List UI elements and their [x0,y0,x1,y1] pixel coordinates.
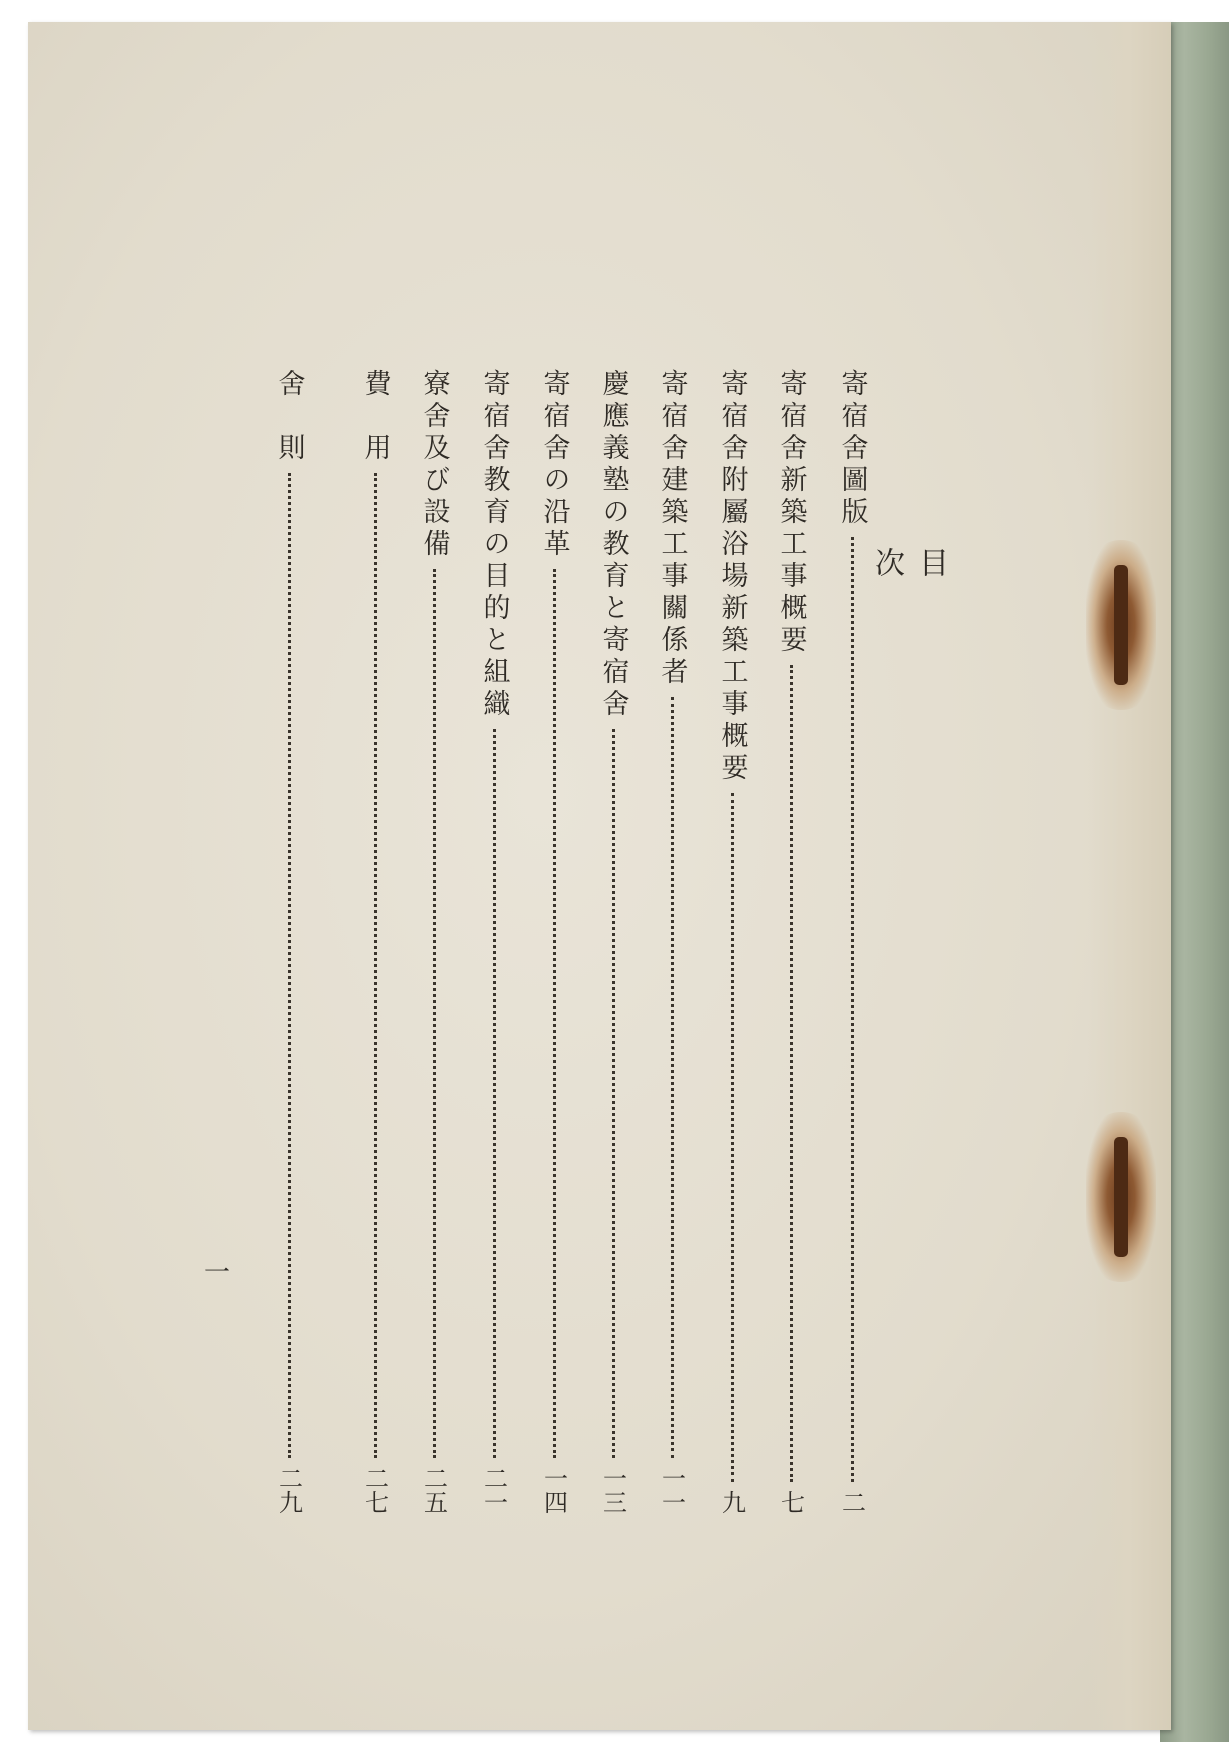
dot-leader [612,729,615,1458]
dot-leader [374,473,377,1458]
toc-title: 目 次 [869,547,948,747]
toc-entry-page: 一三 [598,1466,627,1514]
toc-entry-title: 寄宿舍の沿革 [538,369,570,561]
page-number: 一 [204,1258,231,1288]
toc-entry [536,369,572,1514]
toc-entry [476,369,512,1514]
toc-entry-title: 寄宿舍建築工事關係者 [656,369,688,689]
toc-entry-title: 寄宿舍圖版 [836,369,868,529]
dot-leader [553,569,556,1458]
toc-entry-title: 費 用 [359,369,391,465]
toc-entry-title: 寮舍及び設備 [418,369,450,561]
toc-entry [773,369,809,1514]
toc-entry [357,369,393,1514]
toc-entry [595,369,631,1514]
dot-leader [493,729,496,1458]
toc-entry [834,369,870,1514]
binding-edge [1088,22,1171,1730]
dot-leader [731,793,734,1482]
toc-entry-page: 九 [717,1490,746,1514]
toc-entry-page: 二五 [419,1466,448,1514]
toc-entry-page: 一四 [539,1466,568,1514]
toc-entry-page: 二七 [360,1466,389,1514]
dot-leader [288,473,291,1458]
book-page [28,22,1171,1730]
staple-rust-bottom [1086,1112,1156,1282]
toc-entry [654,369,690,1514]
toc-entry-page: 七 [776,1490,805,1514]
staple-rust-top [1086,540,1156,710]
dot-leader [433,569,436,1458]
toc-entry-page: 二 [837,1490,866,1514]
toc-entry-page: 二九 [274,1466,303,1514]
toc-entry-title: 舍 則 [273,369,305,465]
toc-entry-title: 寄宿舍新築工事概要 [775,369,807,657]
toc-entry-page: 一一 [657,1466,686,1514]
dot-leader [851,537,854,1482]
toc-entry-title: 慶應義塾の教育と寄宿舍 [597,369,629,721]
toc-entry-page: 二一 [479,1466,508,1514]
toc-entry-title: 寄宿舍教育の目的と組織 [478,369,510,721]
toc-entry [416,369,452,1514]
toc-entry [714,369,750,1514]
toc-entry-title: 寄宿舍附屬浴場新築工事概要 [716,369,748,785]
dot-leader [790,665,793,1482]
dot-leader [671,697,674,1458]
toc-entry [271,369,307,1514]
